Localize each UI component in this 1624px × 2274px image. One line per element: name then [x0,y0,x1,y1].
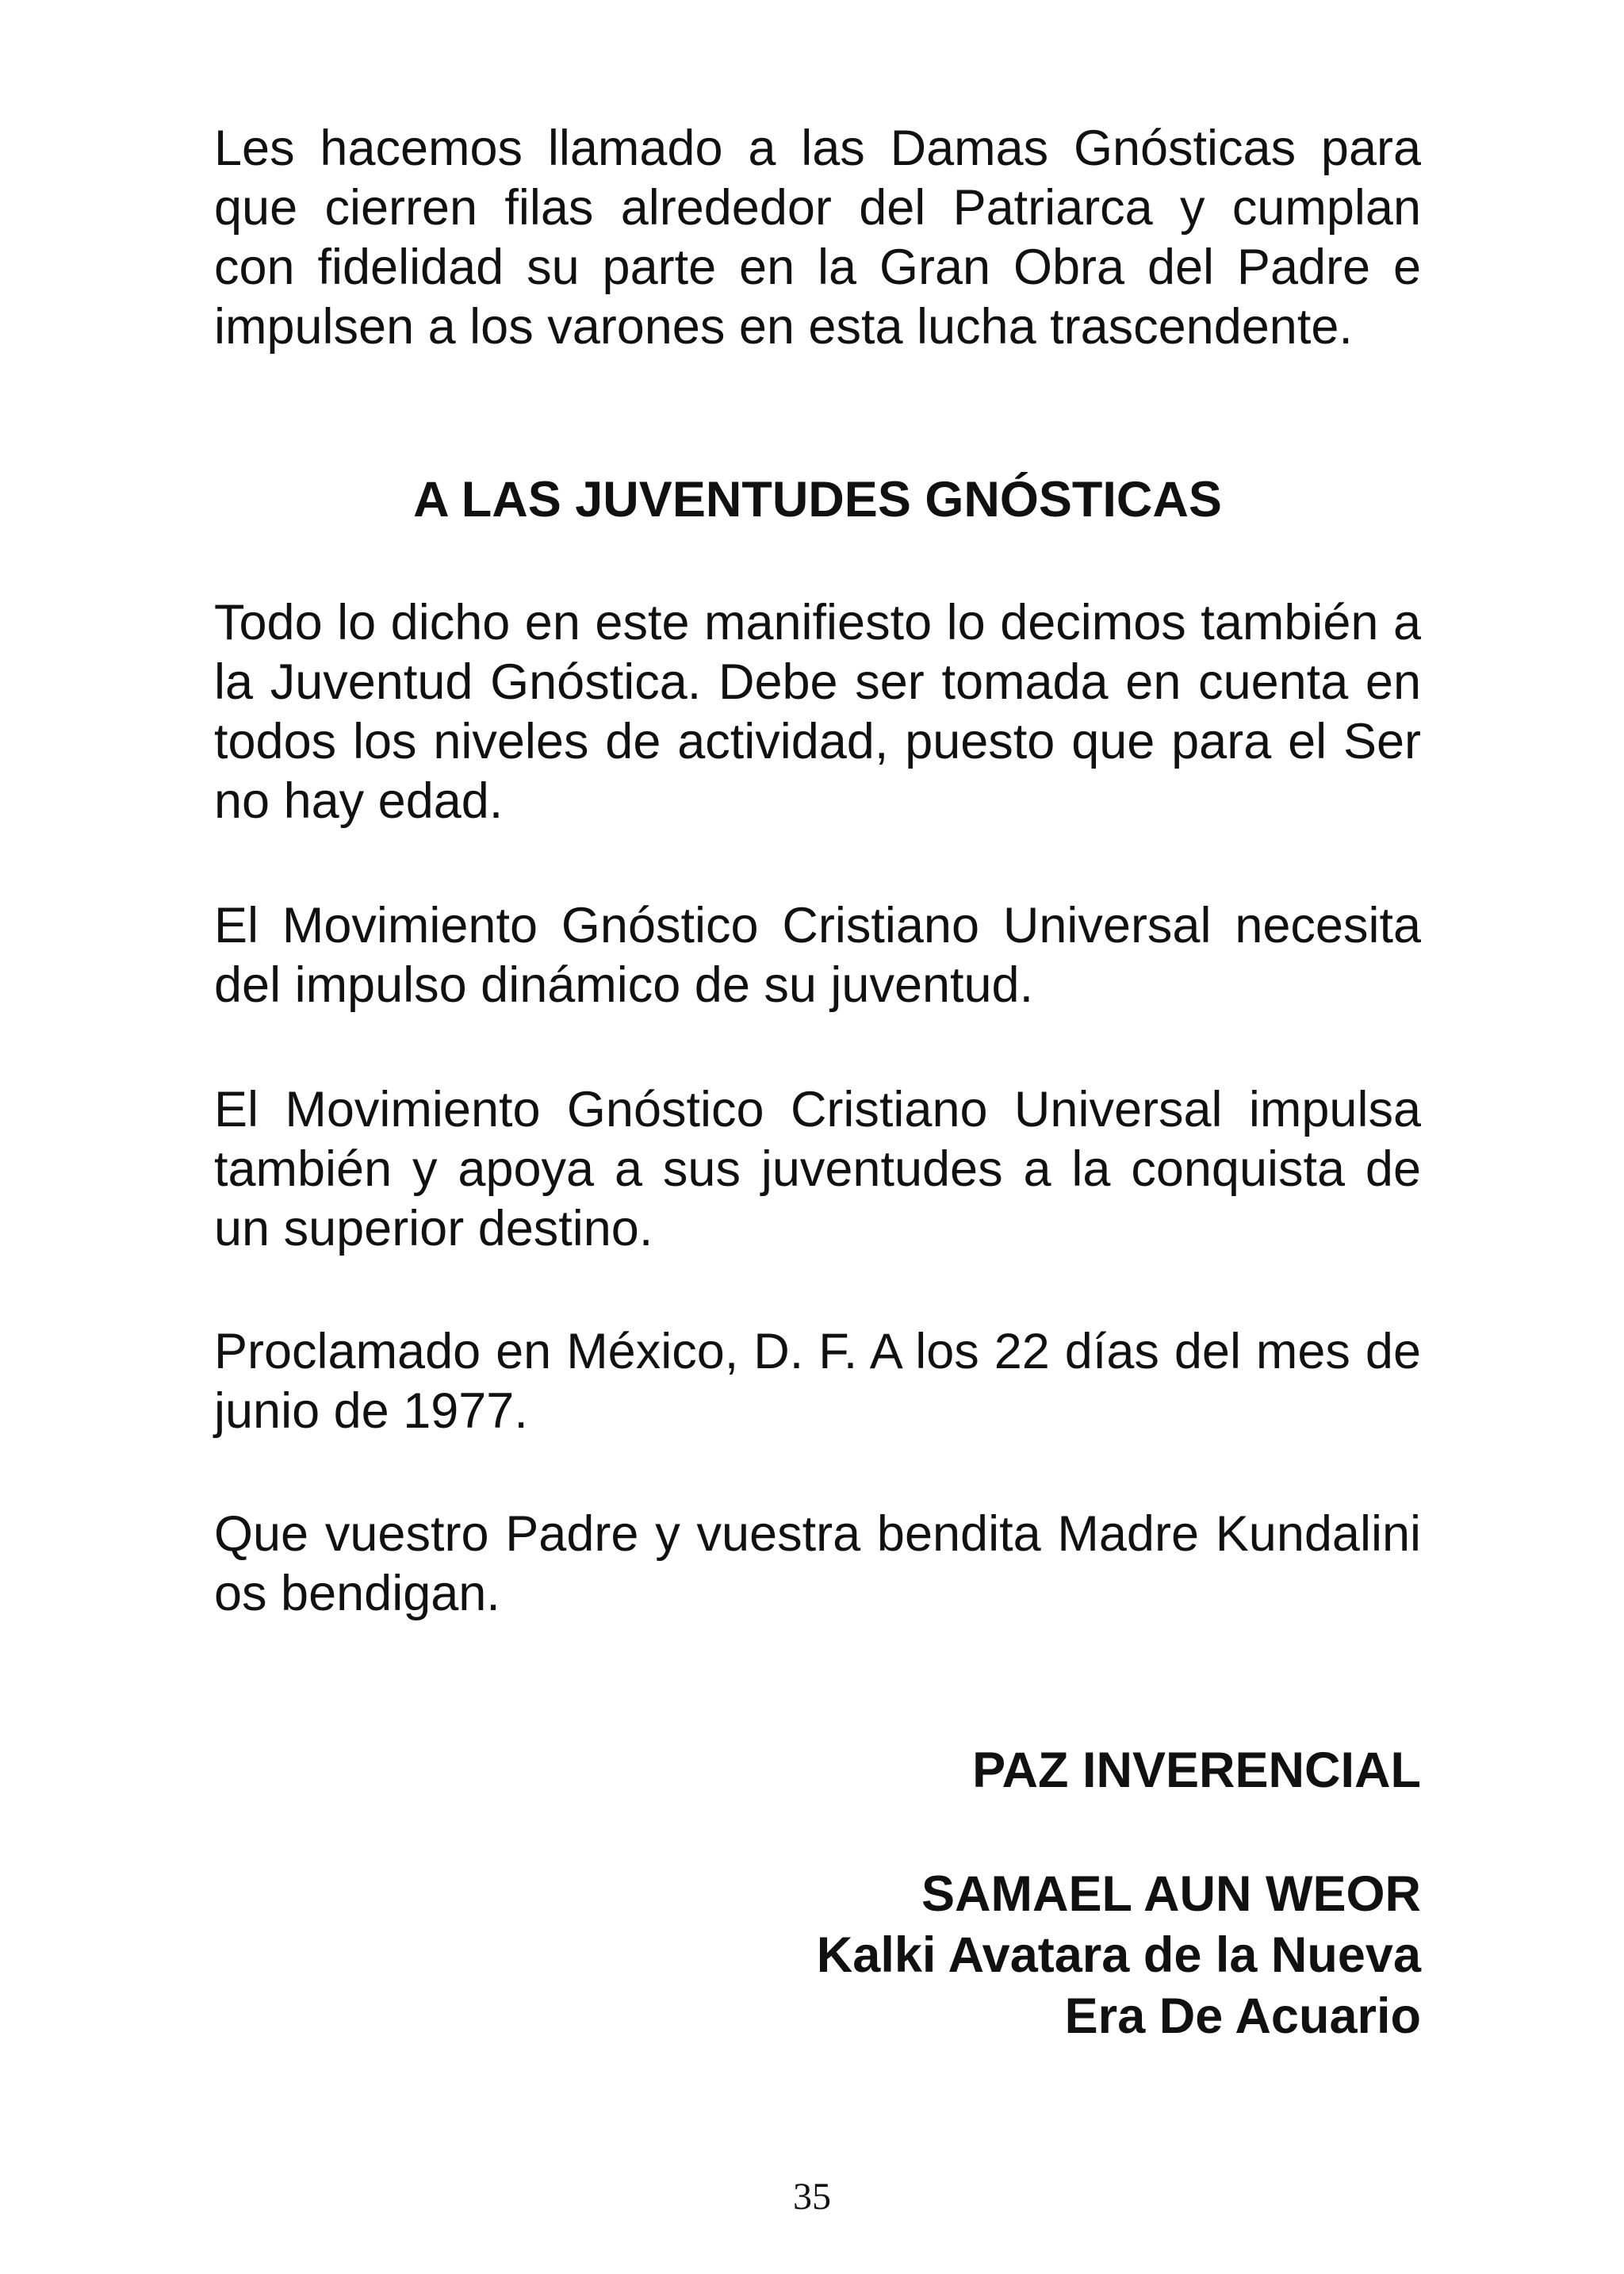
author-name: SAMAEL AUN WEOR [921,1866,1421,1922]
paragraph-movimiento-necesita: El Movimiento Gnóstico Cristiano Universal necesita del impulso dinámico de su juventud. [214,898,1421,1013]
closing-salutation: PAZ INVERENCIAL [972,1743,1421,1798]
paragraph-proclamado: Proclamado en México, D. F. A los 22 días del mes de junio de 1977. [214,1324,1421,1439]
paragraph-bendicion: Que vuestro Padre y vuestra bendita Madre Kundalini os bendigan. [214,1506,1421,1621]
paragraph-movimiento-impulsa: El Movimiento Gnóstico Cristiano Universal impulsa también y apoya a sus juventudes a la conquista de un superior destino. [214,1082,1421,1256]
author-title-line2: Era De Acuario [1064,1988,1421,2044]
author-title-line1: Kalki Avatara de la Nueva [816,1927,1421,1983]
paragraph-juventud: Todo lo dicho en este manifiesto lo decimos también a la Juventud Gnóstica. Debe ser tomada en cuenta en todos los niveles de actividad, puesto que para el Ser no hay edad. [214,595,1421,829]
section-heading: A LAS JUVENTUDES GNÓSTICAS [413,472,1222,527]
paragraph-damas: Les hacemos llamado a las Damas Gnósticas para que cierren filas alrededor del Patriarca y cumplan con fidelidad su parte en la Gran Obra del Padre e impulsen a los varones en esta lucha trascendente. [214,121,1421,355]
page-number: 35 [793,2176,831,2218]
